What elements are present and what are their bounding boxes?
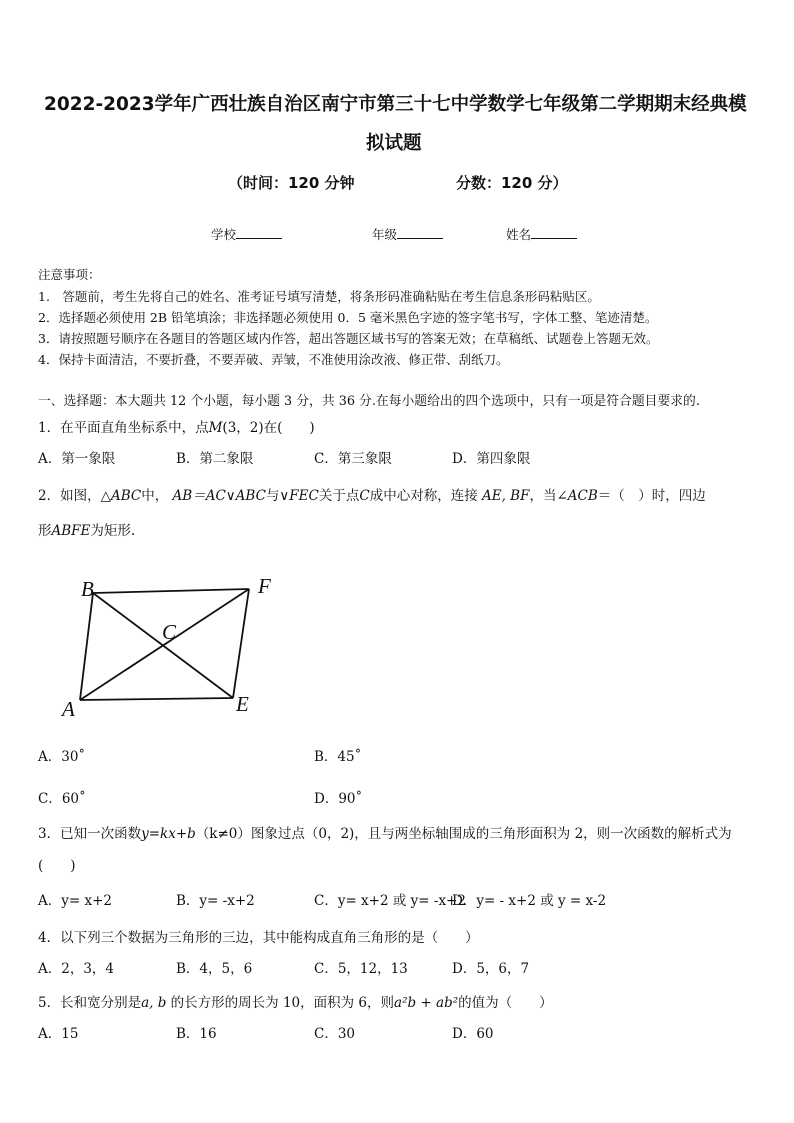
q5-text: 的值为（ ） [458,995,553,1011]
school-label: 学校 [211,227,237,242]
exam-time: （时间：120 分钟 [228,174,355,192]
diagonal-af [80,589,249,700]
q5-option-a[interactable]: A．15 [38,1026,79,1042]
q1-option-d[interactable]: D．第四象限 [452,451,531,467]
q2-math: ∨FEC [279,488,319,504]
q2-parallelogram-figure [56,570,296,728]
q4-option-c[interactable]: C．5，12，13 [314,961,408,977]
q1-option-c[interactable]: C．第三象限 [314,451,392,467]
name-label: 姓名 [506,227,532,242]
question-2-line1 [38,484,706,504]
q1-var-m: M [208,420,223,436]
q5-math: a²b + ab² [394,995,459,1011]
q2-option-c[interactable]: C．60˚ [38,791,86,807]
name-field [506,225,577,243]
grade-field [372,225,443,243]
q5-option-c[interactable]: C．30 [314,1026,356,1042]
q2-math: AB＝AC [172,488,226,504]
q2-text: 与 [265,488,280,504]
q2-text: 形 [38,523,52,539]
vertex-label-f: F [258,574,271,598]
q5-option-d[interactable]: D．60 [452,1026,494,1042]
vertex-label-c: C [162,620,177,644]
q2-text: 关于点 [318,488,360,504]
q3-option-d[interactable]: D．y= - x+2 或 y = x-2 [452,893,607,909]
q1-option-a[interactable]: A．第一象限 [38,451,116,467]
question-1 [38,416,315,436]
school-field [211,225,282,243]
edge-ab [80,593,93,700]
q3-text: 3．已知一次函数 [38,826,142,842]
q2-math: C [359,488,370,504]
q2-text: 成中心对称，连接 [369,488,478,504]
vertex-label-a: A [62,697,75,721]
q3-text: （k≠0）图象过点（0，2)，且与两坐标轴围成的三角形面积为 2，则一次函数的解析式为 [195,826,732,842]
note-item: 1. 答题前，考生先将自己的姓名、准考证号填写清楚，将条形码准确粘贴在考生信息条形码粘贴区。 [38,289,600,304]
q3-option-a[interactable]: A．y= x+2 [38,893,112,909]
q5-text: 的长方形的周长为 10，面积为 6，则 [166,995,395,1011]
q2-math: ∨ABC [225,488,266,504]
q4-option-d[interactable]: D．5，6，7 [452,961,530,977]
q5-math: a, b [141,995,167,1011]
q2-text: ＝（ ）时，四边 [597,488,706,504]
question-3-line1 [38,822,732,842]
note-item: 3．请按照题号顺序在各题目的答题区域内作答，超出答题区域书写的答案无效；在草稿纸、试题卷上答题无效。 [38,331,659,346]
q2-math: ABFE [51,523,91,539]
question-4: 4．以下列三个数据为三角形的三边，其中能构成直角三角形的是（ ） [38,930,479,946]
q4-option-b[interactable]: B．4，5，6 [176,961,253,977]
q3-math: y=kx+b [141,826,196,842]
q3-option-c[interactable]: C．y= x+2 或 y= -x+2 [314,893,466,909]
q2-text: 2．如图，△ [38,488,111,504]
question-5 [38,991,553,1011]
exam-title-line1: 2022-2023学年广西壮族自治区南宁市第三十七中学数学七年级第二学期期末经典模 [44,94,747,115]
grade-blank [397,226,443,239]
vertex-label-e: E [236,692,249,716]
notes-heading: 注意事项： [38,267,101,282]
q1-text-a: 1．在平面直角坐标系中，点 [38,420,209,436]
edge-ae [80,698,233,700]
q2-math: ABC [110,488,142,504]
school-blank [236,226,282,239]
name-blank [531,226,577,239]
grade-label: 年级 [372,227,398,242]
vertex-label-b: B [81,577,94,601]
q1-option-b[interactable]: B．第二象限 [176,451,254,467]
note-item: 4．保持卡面清洁，不要折叠，不要弄破、弄皱，不准使用涂改液、修正带、刮纸刀。 [38,352,509,367]
q5-text: 5．长和宽分别是 [38,995,142,1011]
question-2-line2 [38,519,135,539]
q2-math: AE, BF [482,488,530,504]
q2-option-b[interactable]: B．45˚ [314,749,362,765]
edge-bf [93,589,249,593]
q4-option-a[interactable]: A．2，3，4 [38,961,115,977]
q2-text: ，当∠ [529,488,568,504]
question-3-line2: ( ) [38,858,76,874]
q2-text: 中， [141,488,169,504]
q5-option-b[interactable]: B．16 [176,1026,217,1042]
exam-title-line2: 拟试题 [366,133,422,154]
q2-text: 为矩形. [90,523,136,539]
note-item: 2．选择题必须使用 2B 铅笔填涂；非选择题必须使用 0．5 毫米黑色字迹的签字笔书写，字体工整、笔迹清楚。 [38,310,658,325]
exam-score: 分数：120 分） [456,174,568,192]
q2-option-a[interactable]: A．30˚ [38,749,86,765]
q1-text-b: (3，2)在( ) [222,420,315,436]
edge-fe [233,589,249,698]
section1-heading: 一、选择题：本大题共 12 个小题，每小题 3 分，共 36 分.在每小题给出的四个选项中，只有一项是符合题目要求的. [38,394,700,409]
q2-option-d[interactable]: D．90˚ [314,791,363,807]
q2-math: ACB [567,488,598,504]
q3-option-b[interactable]: B．y= -x+2 [176,893,255,909]
